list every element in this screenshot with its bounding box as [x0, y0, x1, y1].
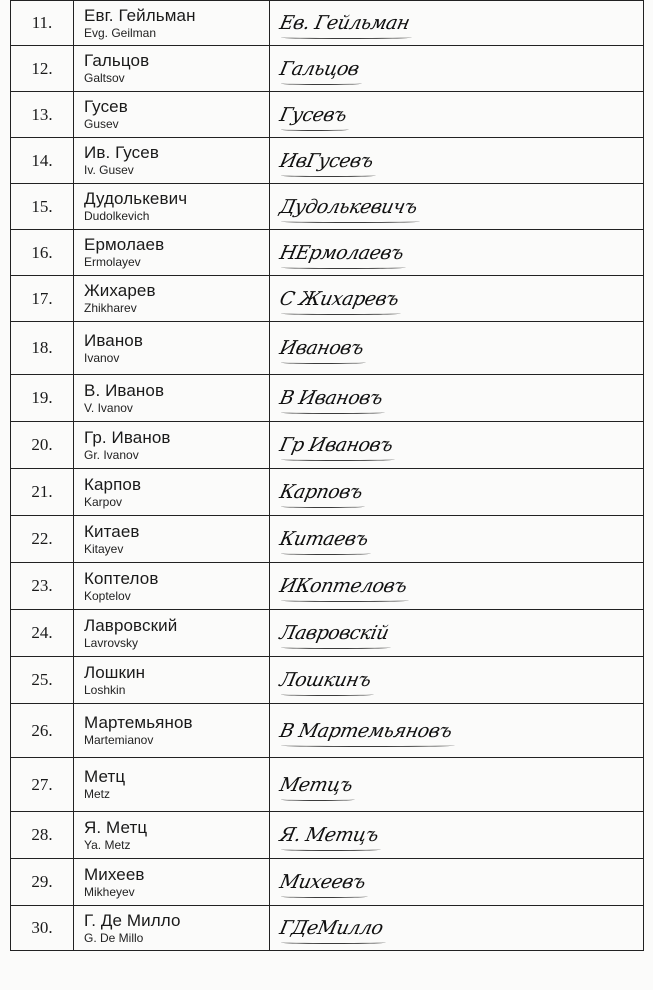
name-russian: Лавровский [84, 615, 178, 635]
name-english: Martemianov [84, 733, 154, 748]
name-english: Kitayev [84, 541, 124, 556]
table-row [11, 138, 644, 184]
name-english: Gr. Ivanov [84, 447, 139, 462]
name-russian: Г. Де Милло [84, 910, 181, 930]
row-number: 17. [11, 276, 74, 322]
row-number: 25. [11, 657, 74, 704]
name-english: G. De Millo [84, 930, 144, 945]
name-english: Karpov [84, 494, 123, 509]
table-row [11, 610, 644, 657]
signature-cell [270, 184, 644, 230]
signature-cell [270, 276, 644, 322]
handwritten-signature: В Ивановъ [277, 387, 385, 409]
table-row [11, 469, 644, 516]
handwritten-signature: ИКоптеловъ [277, 575, 409, 597]
row-number: 12. [11, 46, 74, 92]
name-cell [74, 859, 270, 906]
handwritten-signature: Ивановъ [277, 337, 366, 359]
name-cell [74, 812, 270, 859]
signature-cell [270, 138, 644, 184]
table-row [11, 758, 644, 812]
name-cell [74, 563, 270, 610]
table-row [11, 46, 644, 92]
table-row [11, 184, 644, 230]
name-russian: Иванов [84, 330, 143, 350]
handwritten-signature: Китаевъ [277, 528, 371, 550]
name-cell [74, 276, 270, 322]
name-english: Loshkin [84, 682, 126, 697]
handwritten-signature: С Жихаревъ [277, 287, 401, 310]
name-cell [74, 758, 270, 812]
name-cell [74, 906, 270, 951]
handwritten-signature: Ев. Гейльман [277, 12, 412, 34]
name-russian: Дудолькевич [84, 189, 188, 209]
name-russian: Коптелов [84, 568, 159, 588]
table-row [11, 657, 644, 704]
name-russian: Жихарев [84, 281, 156, 301]
name-cell [74, 1, 270, 46]
name-english: Ermolayev [84, 255, 141, 270]
table-row [11, 375, 644, 422]
name-english: V. Ivanov [84, 400, 133, 415]
row-number: 22. [11, 516, 74, 563]
name-russian: Я. Метц [84, 817, 148, 837]
name-cell [74, 46, 270, 92]
name-cell [74, 610, 270, 657]
name-english: Iv. Gusev [84, 163, 134, 178]
row-number: 16. [11, 230, 74, 276]
signature-table-body [11, 1, 644, 951]
name-cell [74, 469, 270, 516]
row-number: 19. [11, 375, 74, 422]
handwritten-signature: Гальцов [277, 57, 361, 80]
row-number: 26. [11, 704, 74, 758]
table-row [11, 92, 644, 138]
name-russian: Метц [84, 767, 126, 787]
handwritten-signature: Михеевъ [277, 871, 368, 893]
name-cell [74, 230, 270, 276]
table-row [11, 859, 644, 906]
name-russian: Гальцов [84, 51, 150, 71]
name-english: Evg. Geilman [84, 25, 157, 40]
handwritten-signature: Гусевъ [277, 103, 349, 126]
name-russian: В. Иванов [84, 380, 165, 400]
signature-cell [270, 563, 644, 610]
signature-cell [270, 469, 644, 516]
handwritten-signature: Метцъ [277, 773, 355, 796]
row-number: 15. [11, 184, 74, 230]
handwritten-signature: ГДеМилло [277, 917, 385, 939]
handwritten-signature: Лавровскій [277, 622, 391, 644]
name-cell [74, 704, 270, 758]
name-russian: Ив. Гусев [84, 143, 159, 163]
row-number: 24. [11, 610, 74, 657]
signature-cell [270, 322, 644, 375]
name-russian: Карпов [84, 474, 142, 494]
row-number: 29. [11, 859, 74, 906]
signature-cell [270, 1, 644, 46]
name-russian: Евг. Гейльман [84, 5, 196, 25]
signature-cell [270, 859, 644, 906]
name-cell [74, 184, 270, 230]
table-row [11, 563, 644, 610]
signature-cell [270, 657, 644, 704]
signature-cell [270, 46, 644, 92]
signature-cell [270, 758, 644, 812]
name-russian: Гр. Иванов [84, 427, 171, 447]
table-row [11, 812, 644, 859]
signature-cell [270, 704, 644, 758]
signature-cell [270, 610, 644, 657]
row-number: 20. [11, 422, 74, 469]
name-english: Galtsov [84, 71, 125, 86]
name-english: Koptelov [84, 588, 131, 603]
name-english: Gusev [84, 117, 119, 132]
handwritten-signature: В Мартемьяновъ [277, 719, 454, 742]
name-english: Ivanov [84, 350, 120, 365]
name-cell [74, 138, 270, 184]
signature-cell [270, 516, 644, 563]
name-russian: Китаев [84, 521, 140, 541]
handwritten-signature: Лошкинъ [277, 669, 373, 691]
table-row [11, 422, 644, 469]
signature-cell [270, 230, 644, 276]
signature-cell [270, 375, 644, 422]
table-row [11, 1, 644, 46]
name-cell [74, 422, 270, 469]
row-number: 28. [11, 812, 74, 859]
row-number: 18. [11, 322, 74, 375]
signature-cell [270, 92, 644, 138]
table-row [11, 906, 644, 951]
signature-cell [270, 422, 644, 469]
name-cell [74, 375, 270, 422]
table-row [11, 230, 644, 276]
name-english: Dudolkevich [84, 209, 150, 224]
name-english: Mikheyev [84, 884, 135, 899]
row-number: 27. [11, 758, 74, 812]
name-russian: Лошкин [84, 662, 146, 682]
handwritten-signature: НЕрмолаевъ [277, 241, 406, 264]
name-russian: Гусев [84, 97, 128, 117]
table-row [11, 704, 644, 758]
handwritten-signature: Я. Метцъ [277, 824, 381, 846]
handwritten-signature: Карповъ [277, 481, 365, 503]
row-number: 14. [11, 138, 74, 184]
row-number: 30. [11, 906, 74, 951]
signature-sheet [10, 0, 644, 988]
row-number: 21. [11, 469, 74, 516]
name-russian: Мартемьянов [84, 713, 193, 733]
row-number: 11. [11, 1, 74, 46]
name-english: Metz [84, 787, 111, 802]
row-number: 23. [11, 563, 74, 610]
table-row [11, 322, 644, 375]
table-row [11, 516, 644, 563]
name-russian: Михеев [84, 864, 145, 884]
name-english: Lavrovsky [84, 635, 139, 650]
handwritten-signature: Гр Ивановъ [277, 434, 395, 456]
name-english: Ya. Metz [84, 837, 131, 852]
name-cell [74, 516, 270, 563]
signature-cell [270, 812, 644, 859]
name-cell [74, 92, 270, 138]
name-russian: Ермолаев [84, 235, 165, 255]
signature-table [10, 0, 644, 951]
name-cell [74, 322, 270, 375]
row-number: 13. [11, 92, 74, 138]
handwritten-signature: Дудолькевичъ [277, 195, 420, 218]
handwritten-signature: ИвГусевъ [277, 149, 376, 172]
name-english: Zhikharev [84, 301, 137, 316]
name-cell [74, 657, 270, 704]
signature-cell [270, 906, 644, 951]
table-row [11, 276, 644, 322]
